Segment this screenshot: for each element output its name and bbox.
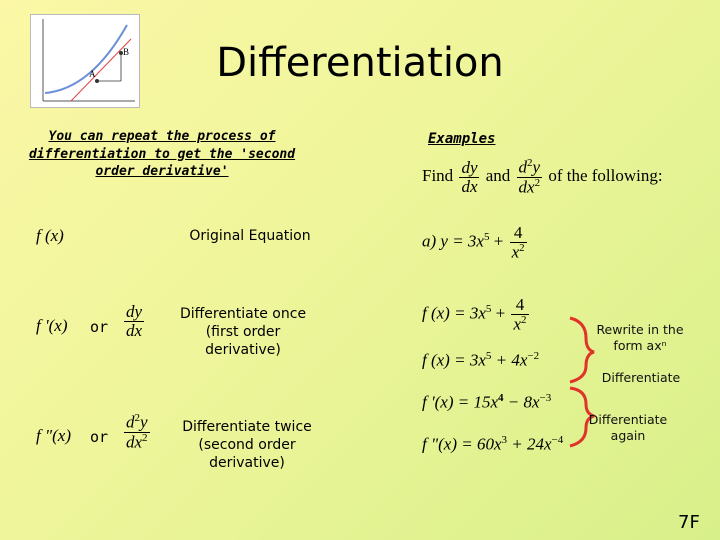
note-differentiate-again: Differentiate again	[588, 412, 668, 444]
intro-text: You can repeat the process of differentiation to get the 'second order derivative'	[28, 129, 296, 180]
note-rewrite: Rewrite in the form axⁿ	[596, 322, 684, 354]
d2y-dx2: $\frac{d^2y}{dx^2}$	[126, 412, 148, 452]
thumb-label-a: A	[89, 69, 96, 79]
f-double-prime: f "(x)	[36, 426, 71, 445]
f-x: f (x)	[36, 226, 64, 245]
question-a: a) $y = 3x^5$ + $\frac{4}{x^2}$	[422, 223, 525, 262]
original-equation-label: Original Equation	[189, 228, 311, 244]
examples-heading: Examples	[428, 131, 496, 147]
find-derivatives-line: Find $\frac{dy}{dx}$ and $\frac{d^2y}{dx^2}$ of the following:	[422, 157, 663, 197]
dy-dx: $\frac{dy}{dx}$	[126, 302, 143, 340]
thumb-label-b: B	[123, 47, 130, 57]
differentiate-once-label: Differentiate once (first order derivative)	[179, 306, 307, 359]
step-4: f "$(x) = 60x^3 + 24x^{-4}$	[422, 434, 564, 454]
or-1: or	[90, 318, 109, 336]
differentiate-twice-label: Differentiate twice (second order derivative)	[182, 419, 312, 472]
slide-code: 7F	[678, 512, 700, 533]
note-differentiate: Differentiate	[601, 370, 681, 385]
step-2: f $(x) = 3x^5 + 4x^{-2}$	[422, 350, 540, 370]
or-2: or	[90, 428, 109, 446]
page-title: Differentiation	[216, 40, 504, 86]
step-1: f $(x) = 3x^5$ + $\frac{4}{x^2}$	[422, 295, 527, 334]
step-3: f '$(x) = 15x^4 - 8x^{-3}$	[422, 392, 552, 412]
f-prime: f '(x)	[36, 316, 68, 335]
